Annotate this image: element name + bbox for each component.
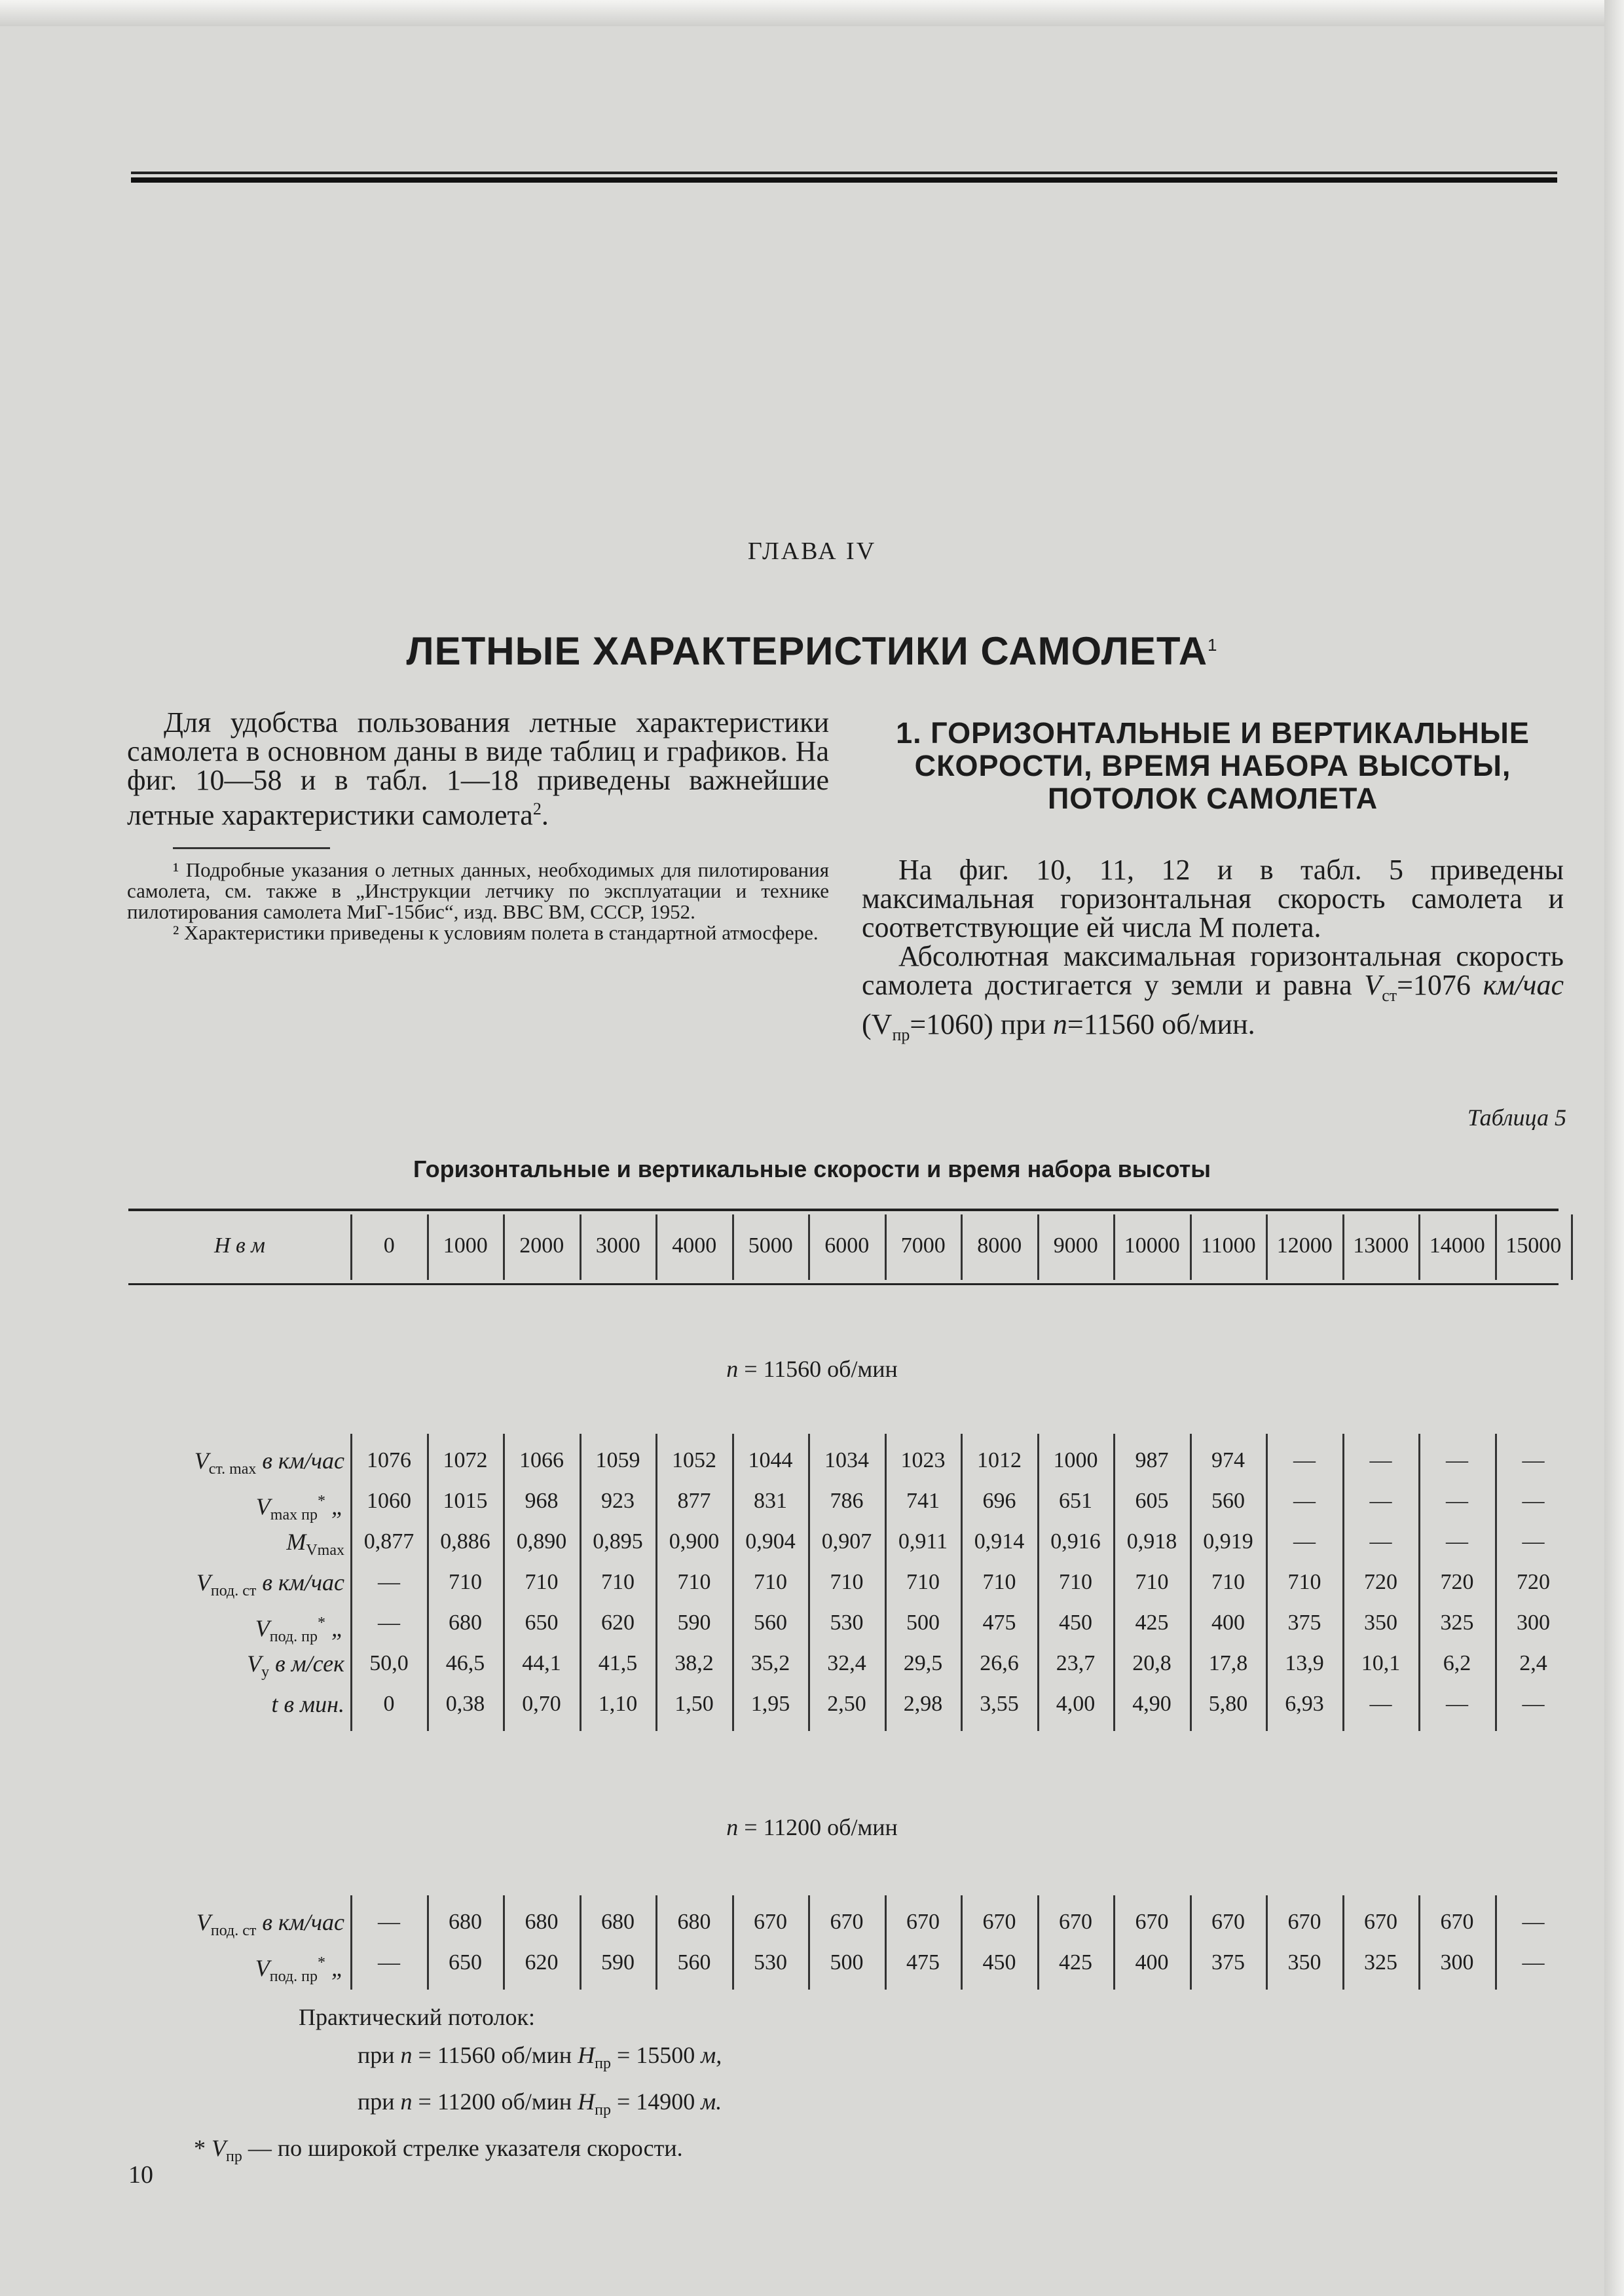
row-unit: „ [325, 1493, 344, 1520]
regime-1-cell: 20,8 [1132, 1651, 1172, 1675]
regime-1-cell: 5,80 [1208, 1692, 1248, 1716]
regime-1-cell: 710 [601, 1570, 635, 1594]
l2-hsub: пр [595, 2102, 611, 2119]
regime-2-cell: 300 [1440, 1950, 1474, 1975]
regime-1-cell: 710 [1287, 1570, 1321, 1594]
left-column [127, 708, 829, 943]
l1-n: n [400, 2042, 413, 2068]
regime-1-cell: 1012 [977, 1448, 1022, 1472]
regime-1-cell: 6,93 [1285, 1692, 1324, 1716]
v-unit: км/час [1483, 969, 1564, 1001]
header-height-10000: 10000 [1124, 1233, 1180, 1258]
intro-paragraph [127, 708, 829, 830]
regime-1-cell: 0,38 [445, 1692, 485, 1716]
footnote-rule [173, 847, 330, 849]
row-asterisk: * [317, 1614, 325, 1631]
table-header-rule [128, 1283, 1559, 1285]
regime-2-cell: 650 [449, 1950, 482, 1975]
v-sub: ст [1382, 985, 1397, 1005]
regime-1-cell: 923 [601, 1489, 635, 1513]
regime-1-cell: 23,7 [1056, 1651, 1096, 1675]
row-subscript: под. пр [269, 1628, 318, 1646]
header-height-9000: 9000 [1053, 1233, 1098, 1258]
scan-edge-right [1604, 0, 1624, 2296]
header-col-divider [885, 1214, 887, 1280]
regime-1-cell: 1015 [443, 1489, 488, 1513]
regime-1-cell: — [1522, 1692, 1545, 1716]
row-unit: в км/час [256, 1569, 344, 1595]
notes-heading: Практический потолок: [299, 2004, 536, 2030]
header-height-5000: 5000 [748, 1233, 793, 1258]
regime-2-cell: 680 [677, 1910, 711, 1934]
regime-1-cell: 0,916 [1050, 1529, 1101, 1554]
regime-1-cell: — [1522, 1529, 1545, 1554]
regime-1-cell: 300 [1517, 1611, 1550, 1635]
regime-1-cell: 26,6 [980, 1651, 1019, 1675]
l2-n: n [400, 2088, 413, 2115]
header-col-divider [1571, 1214, 1573, 1280]
v-value: =1076 [1397, 969, 1471, 1001]
row-symbol: V [196, 1569, 211, 1595]
regime-1-cell: 350 [1364, 1611, 1397, 1635]
header-col-divider [1113, 1214, 1115, 1280]
header-col-divider [350, 1214, 352, 1280]
header-height-13000: 13000 [1353, 1233, 1409, 1258]
regime-2-cell: 670 [830, 1910, 864, 1934]
regime-1-cell: 0,911 [898, 1529, 948, 1554]
regime-1-cell: 710 [525, 1570, 559, 1594]
regime-1-cell: 1034 [824, 1448, 869, 1472]
regime-1-cell: 710 [830, 1570, 864, 1594]
regime-1-cell: 1060 [367, 1489, 411, 1513]
regime-2-n: n [726, 1814, 739, 1840]
regime-1-cell: — [1293, 1529, 1316, 1554]
regime-1-row-label [128, 1684, 344, 1724]
regime-1-cell: — [1369, 1489, 1392, 1513]
regime-1-cell: 50,0 [369, 1651, 409, 1675]
header-col-divider [1342, 1214, 1344, 1280]
table-top-rule [128, 1209, 1559, 1211]
vpr-symbol: (V [862, 1008, 893, 1040]
row-subscript: под. ст [210, 1582, 257, 1600]
row-symbol: V [255, 1955, 270, 1981]
regime-2-cell: — [1522, 1950, 1545, 1975]
regime-1-cell: 710 [449, 1570, 482, 1594]
regime-1-cell: 4,00 [1056, 1692, 1096, 1716]
row-unit: в км/час [256, 1909, 344, 1935]
regime-1-cell: 786 [830, 1489, 864, 1513]
regime-1-cell: — [1446, 1489, 1468, 1513]
row-unit: в м/сек [269, 1650, 344, 1677]
regime-1-cell: — [1293, 1489, 1316, 1513]
regime-1-cell: 400 [1211, 1611, 1245, 1635]
regime-2-cell: 680 [601, 1910, 635, 1934]
regime-1-cell: 590 [677, 1611, 711, 1635]
regime-2-cell: — [378, 1910, 400, 1934]
regime-1-cell: 1,50 [674, 1692, 714, 1716]
regime-1-cell: 0,914 [974, 1529, 1025, 1554]
regime-1-cell: 500 [906, 1611, 940, 1635]
regime-1-cell: 375 [1287, 1611, 1321, 1635]
regime-1-cell: 710 [982, 1570, 1016, 1594]
row-asterisk: * [317, 1493, 325, 1510]
header-rule [131, 172, 1557, 183]
regime-2-cell: 680 [449, 1910, 482, 1934]
l2-mid: = 11200 об/мин [418, 2088, 572, 2115]
regime-1-cell: 720 [1364, 1570, 1397, 1594]
regime-1-cell: — [378, 1570, 400, 1594]
regime-1-cell: 10,1 [1361, 1651, 1401, 1675]
regime-1-cell: 987 [1135, 1448, 1169, 1472]
regime-2-cell: 670 [1059, 1910, 1092, 1934]
regime-1-cell: 0,895 [593, 1529, 643, 1554]
regime-2-cell: — [378, 1950, 400, 1975]
regime-1-cell: 17,8 [1208, 1651, 1248, 1675]
regime-1-cell: 741 [906, 1489, 940, 1513]
ast-vsub: пр [226, 2148, 242, 2166]
regime-1-n: n [726, 1356, 739, 1382]
header-height-6000: 6000 [824, 1233, 870, 1258]
header-col-divider [503, 1214, 505, 1280]
header-height-0: 0 [383, 1233, 395, 1258]
row-symbol: t [271, 1691, 278, 1717]
l1-pre: при [358, 2042, 395, 2068]
l1-unit: м, [701, 2042, 722, 2068]
regime-1-cell: 651 [1059, 1489, 1092, 1513]
regime-1-cell: 41,5 [598, 1651, 638, 1675]
regime-1-cell: — [1446, 1692, 1468, 1716]
l2-h: H [578, 2088, 595, 2115]
regime-1-cell: 710 [754, 1570, 787, 1594]
regime-1-cell: 968 [525, 1489, 559, 1513]
header-col-divider [961, 1214, 963, 1280]
regime-2-cell: 590 [601, 1950, 635, 1975]
regime-1-cell: 680 [449, 1611, 482, 1635]
header-height-14000: 14000 [1429, 1233, 1485, 1258]
regime-1-cell: 0,918 [1126, 1529, 1177, 1554]
row-symbol: M [286, 1529, 306, 1555]
vpr-value: =1060) при [910, 1008, 1046, 1040]
regime-2-text: = 11200 об/мин [744, 1814, 898, 1840]
regime-1-cell: 0 [383, 1692, 395, 1716]
n-symbol: n [1052, 1008, 1067, 1040]
regime-1-cell: 44,1 [522, 1651, 561, 1675]
regime-1-cell: 35,2 [750, 1651, 790, 1675]
row-subscript: max пр [270, 1506, 318, 1524]
regime-1-cell: — [1522, 1448, 1545, 1472]
regime-1-cell: 425 [1135, 1611, 1169, 1635]
table-title: Горизонтальные и вертикальные скорости и время набора высоты [413, 1156, 1211, 1182]
row-subscript: под. ст [210, 1922, 257, 1940]
header-height-3000: 3000 [595, 1233, 640, 1258]
page-title [0, 629, 1624, 674]
l2-unit: м. [701, 2088, 722, 2115]
regime-2-cell: 375 [1211, 1950, 1245, 1975]
row-symbol: V [194, 1448, 209, 1474]
ast-text: — по широкой стрелке указателя скорости. [248, 2135, 683, 2162]
header-height-12000: 12000 [1276, 1233, 1333, 1258]
regime-1-cell: — [1446, 1448, 1468, 1472]
regime-2-cell: 475 [906, 1950, 940, 1975]
regime-1-cell: 4,90 [1132, 1692, 1172, 1716]
ceiling-line-2 [299, 2083, 722, 2129]
regime-2-cell: 560 [677, 1950, 711, 1975]
regime-2-cell: 620 [525, 1950, 559, 1975]
regime-1-cell: 710 [677, 1570, 711, 1594]
regime-2-cell: 450 [982, 1950, 1016, 1975]
regime-1-cell: 0,907 [821, 1529, 872, 1554]
regime-1-cell: — [1446, 1529, 1468, 1554]
row-subscript: y [261, 1664, 270, 1681]
regime-1-cell: 1076 [367, 1448, 411, 1472]
page-number: 10 [128, 2161, 153, 2189]
regime-1-cell: 2,4 [1519, 1651, 1547, 1675]
regime-2-cell: 425 [1059, 1950, 1092, 1975]
scan-edge [0, 0, 1624, 26]
regime-1-cell: 1000 [1053, 1448, 1098, 1472]
regime-1-cell: 3,55 [980, 1692, 1019, 1716]
header-height-7000: 7000 [900, 1233, 946, 1258]
regime-1-cell: 974 [1211, 1448, 1245, 1472]
regime-1-cell: 38,2 [674, 1651, 714, 1675]
row-asterisk: * [317, 1954, 325, 1971]
table-number: Таблица 5 [1467, 1104, 1566, 1131]
regime-1-cell: 475 [982, 1611, 1016, 1635]
regime-1-cell: 0,886 [440, 1529, 490, 1554]
v-symbol: V [1364, 969, 1382, 1001]
regime-1-cell: — [1369, 1692, 1392, 1716]
regime-1-cell: 620 [601, 1611, 635, 1635]
header-height-15000: 15000 [1505, 1233, 1562, 1258]
asterisk-note [194, 2129, 722, 2176]
row-symbol: V [255, 1493, 270, 1520]
regime-1-cell: 0,877 [363, 1529, 415, 1554]
n-value: =11560 об/мин. [1067, 1008, 1255, 1040]
header-height-8000: 8000 [977, 1233, 1022, 1258]
intro-footnote-mark: 2 [532, 799, 542, 818]
l2-post: = 14900 [616, 2088, 695, 2115]
row-subscript: под. пр [269, 1968, 318, 1986]
regime-1-cell: 831 [754, 1489, 787, 1513]
ast-mark: * [194, 2135, 206, 2162]
regime-1-cell: 650 [525, 1611, 559, 1635]
regime-2-cell: 680 [525, 1910, 559, 1934]
vpr-sub: пр [892, 1025, 910, 1044]
regime-1-cell: 560 [1211, 1489, 1245, 1513]
header-label: Н в м [213, 1233, 265, 1258]
header-col-divider [1190, 1214, 1192, 1280]
header-col-divider [732, 1214, 734, 1280]
regime-1-cell: — [1369, 1529, 1392, 1554]
regime-1-cell: 2,50 [827, 1692, 866, 1716]
footnote-2: ² Характеристики приведены к условиям полета в стандартной атмосфере. [173, 920, 819, 944]
regime-1-cell: 710 [1211, 1570, 1245, 1594]
regime-2-label [0, 1813, 1624, 1841]
regime-1-cell: — [1522, 1489, 1545, 1513]
regime-1-cell: 450 [1059, 1611, 1092, 1635]
regime-1-cell: 1052 [672, 1448, 716, 1472]
section-paragraph-1: На фиг. 10, 11, 12 и в табл. 5 приведены максимальная горизонтальная скорость самолета и соответствующие ей числа М полета. [862, 854, 1564, 943]
row-unit: „ [325, 1955, 344, 1981]
regime-1-cell: 720 [1517, 1570, 1550, 1594]
regime-2-cell: 670 [1211, 1910, 1245, 1934]
regime-1-cell: 1072 [443, 1448, 488, 1472]
regime-1-cell: 0,900 [669, 1529, 720, 1554]
page-title-text: ЛЕТНЫЕ ХАРАКТЕРИСТИКИ САМОЛЕТА [406, 629, 1208, 673]
regime-2-cell: 670 [1135, 1910, 1169, 1934]
regime-1-cell: 0,919 [1203, 1529, 1253, 1554]
header-col-divider [1037, 1214, 1039, 1280]
l1-mid: = 11560 об/мин [418, 2042, 572, 2068]
regime-2-cell: 670 [982, 1910, 1016, 1934]
row-symbol: V [196, 1909, 211, 1935]
intro-end: . [541, 799, 549, 831]
header-col-divider [1495, 1214, 1497, 1280]
header-col-divider [580, 1214, 581, 1280]
header-height-2000: 2000 [519, 1233, 564, 1258]
header-height-1000: 1000 [443, 1233, 488, 1258]
regime-1-cell: 2,98 [903, 1692, 943, 1716]
intro-text: Для удобства пользования летные характеристики самолета в основном даны в виде таблиц и графиков. На фиг. 10—58 и в табл. 1—18 приведены важнейшие летные характеристики самолета [127, 706, 829, 831]
regime-1-cell: 1,95 [750, 1692, 790, 1716]
regime-1-cell: 1059 [595, 1448, 640, 1472]
regime-1-cell: 710 [906, 1570, 940, 1594]
regime-1-cell: 32,4 [827, 1651, 866, 1675]
regime-2-cell: — [1522, 1910, 1545, 1934]
regime-1-cell: 560 [754, 1611, 787, 1635]
regime-1-cell: 325 [1440, 1611, 1474, 1635]
right-column [862, 717, 1564, 1049]
regime-1-cell: 0,904 [745, 1529, 796, 1554]
regime-2-cell: 500 [830, 1950, 864, 1975]
section-title: 1. ГОРИЗОНТАЛЬНЫЕ И ВЕРТИКАЛЬНЫЕ СКОРОСТИ, ВРЕМЯ НАБОРА ВЫСОТЫ, ПОТОЛОК САМОЛЕТА [896, 716, 1530, 815]
l1-hsub: пр [595, 2055, 611, 2073]
l1-post: = 15500 [616, 2042, 695, 2068]
row-unit: „ [325, 1615, 344, 1641]
regime-1-cell: 1,10 [598, 1692, 638, 1716]
regime-1-cell: 605 [1135, 1489, 1169, 1513]
regime-2-cell: 530 [754, 1950, 787, 1975]
row-unit: в км/час [256, 1448, 344, 1474]
row-subscript: Vmax [306, 1542, 344, 1559]
regime-2-cell: 670 [1287, 1910, 1321, 1934]
regime-1-cell: 720 [1440, 1570, 1474, 1594]
section-paragraph-2 [862, 942, 1564, 1049]
regime-1-cell: 6,2 [1443, 1651, 1471, 1675]
regime-1-cell: 13,9 [1285, 1651, 1324, 1675]
regime-1-cell: 0,70 [522, 1692, 561, 1716]
row-unit: в мин. [278, 1691, 344, 1717]
regime-1-cell: 530 [830, 1611, 864, 1635]
ceiling-line-1 [299, 2036, 722, 2083]
regime-1-cell: 1044 [748, 1448, 793, 1472]
regime-1-cell: — [1369, 1448, 1392, 1472]
row-subscript: ст. max [208, 1461, 257, 1478]
ceiling-notes [194, 1998, 722, 2176]
l1-h: H [578, 2042, 595, 2068]
regime-2-cell: 325 [1364, 1950, 1397, 1975]
header-col-divider [427, 1214, 429, 1280]
regime-1-cell: 710 [1059, 1570, 1092, 1594]
header-col-divider [1266, 1214, 1268, 1280]
header-col-divider [808, 1214, 810, 1280]
header-col-divider [1418, 1214, 1420, 1280]
regime-1-label [0, 1355, 1624, 1383]
footnote-1: ¹ Подробные указания о летных данных, необходимых для пилотирования самолета, см. также в „Инструкции летчику по эксплуатации и технике пилотирования самолета МиГ-15бис“, изд. ВВС ВМ, СССР, 1952. [127, 858, 829, 923]
regime-1-cell: 1066 [519, 1448, 564, 1472]
regime-2-cell: 400 [1135, 1950, 1169, 1975]
row-symbol: V [247, 1650, 262, 1677]
regime-1-cell: 877 [677, 1489, 711, 1513]
regime-1-cell: 29,5 [903, 1651, 943, 1675]
regime-1-cell: 696 [982, 1489, 1016, 1513]
header-height-11000: 11000 [1200, 1233, 1256, 1258]
regime-2-cell: 670 [906, 1910, 940, 1934]
l2-pre: при [358, 2088, 395, 2115]
regime-2-cell: 350 [1287, 1950, 1321, 1975]
regime-1-cell: — [378, 1611, 400, 1635]
regime-1-cell: 0,890 [516, 1529, 567, 1554]
regime-1-cell: 1023 [900, 1448, 946, 1472]
regime-2-cell: 670 [1440, 1910, 1474, 1934]
ast-v: V [212, 2135, 226, 2162]
regime-2-row-label [128, 1942, 344, 1997]
row-symbol: V [255, 1615, 270, 1641]
regime-1-cell: 46,5 [445, 1651, 485, 1675]
regime-1-text: = 11560 об/мин [744, 1356, 898, 1382]
footnote-mark: 1 [1208, 635, 1218, 655]
header-height-4000: 4000 [672, 1233, 717, 1258]
regime-1-cell: 710 [1135, 1570, 1169, 1594]
header-col-divider [655, 1214, 657, 1280]
chapter-label: ГЛАВА IV [747, 538, 877, 565]
regime-2-cell: 670 [1364, 1910, 1397, 1934]
regime-2-cell: 670 [754, 1910, 787, 1934]
regime-1-cell: — [1293, 1448, 1316, 1472]
para2-text: Абсолютная максимальная горизонтальная скорость самолета достигается у земли и равна [862, 940, 1564, 1001]
